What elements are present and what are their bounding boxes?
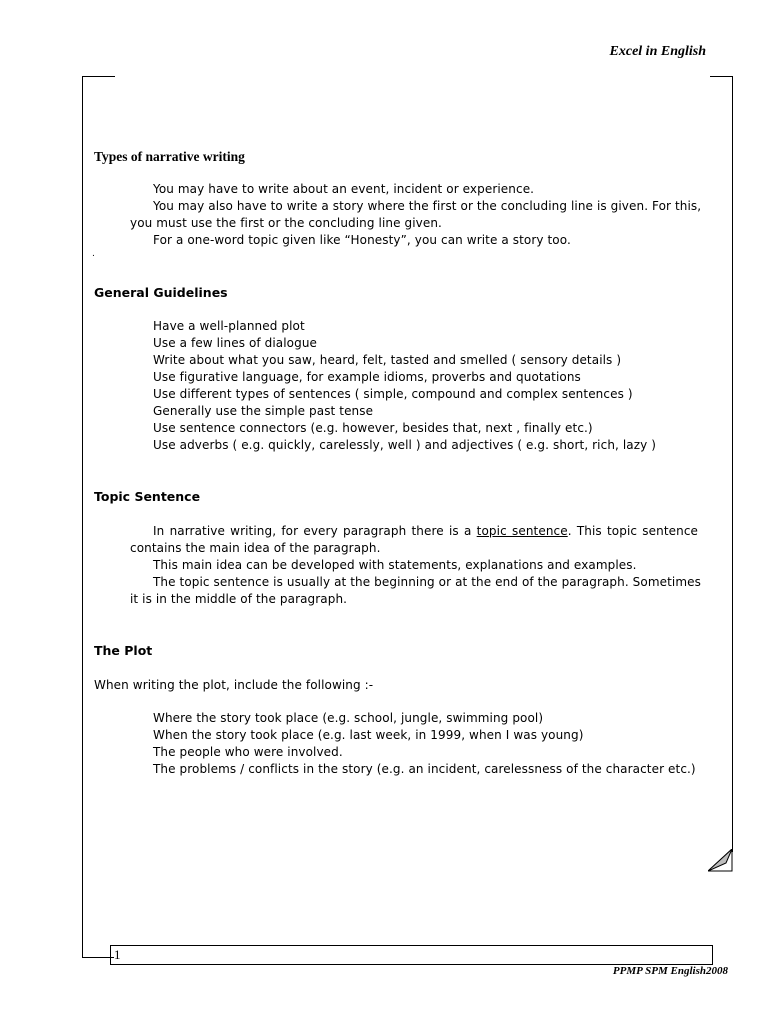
topic-line-1-post: . This topic sentence <box>567 524 699 538</box>
frame-right-border <box>732 76 733 852</box>
heading-the-plot: The Plot <box>94 643 153 658</box>
page-number: 1 <box>114 947 121 962</box>
topic-line-5: it is in the middle of the paragraph. <box>130 592 348 606</box>
guideline-item: Have a well-planned plot <box>153 319 305 333</box>
footer-title: PPMP SPM English2008 <box>612 965 728 977</box>
topic-sentence-underlined: topic sentence <box>476 524 568 538</box>
plot-intro: When writing the plot, include the following :- <box>94 678 374 692</box>
plot-item: When the story took place (e.g. last week, in 1999, when I was young) <box>153 728 584 742</box>
guideline-item: Use adverbs ( e.g. quickly, carelessly, well ) and adjectives ( e.g. short, rich, lazy ) <box>153 438 657 452</box>
guideline-item: Use a few lines of dialogue <box>153 336 318 350</box>
guideline-item: Use sentence connectors (e.g. however, besides that, next , finally etc.) <box>153 421 593 435</box>
frame-left-border <box>82 76 83 958</box>
topic-line-1-pre: In narrative writing, for every paragraph there is a <box>153 524 472 538</box>
stray-mark: . <box>92 249 95 259</box>
guideline-item: Use figurative language, for example idioms, proverbs and quotations <box>153 370 581 384</box>
guideline-item: Write about what you saw, heard, felt, tasted and smelled ( sensory details ) <box>153 353 622 367</box>
guideline-item: Use different types of sentences ( simple, compound and complex sentences ) <box>153 387 633 401</box>
frame-top-left-tick <box>82 76 115 77</box>
topic-line-2: contains the main idea of the paragraph. <box>130 541 381 555</box>
heading-types-of-narrative-writing: Types of narrative writing <box>94 149 245 164</box>
topic-line-3: This main idea can be developed with statements, explanations and examples. <box>153 558 637 572</box>
heading-topic-sentence: Topic Sentence <box>94 489 201 504</box>
heading-general-guidelines: General Guidelines <box>94 285 228 300</box>
types-line-2: You may also have to write a story where the first or the concluding line is given. For this, <box>153 199 702 213</box>
topic-line-4: The topic sentence is usually at the beginning or at the end of the paragraph. Sometimes <box>153 575 701 589</box>
topic-line-1 <box>153 524 698 538</box>
plot-item: Where the story took place (e.g. school, jungle, swimming pool) <box>153 711 544 725</box>
types-line-3: you must use the first or the concluding line given. <box>130 216 442 230</box>
page-curl-icon <box>708 849 735 874</box>
plot-item: The people who were involved. <box>153 745 343 759</box>
header-title: Excel in English <box>609 44 706 59</box>
plot-item: The problems / conflicts in the story (e.g. an incident, carelessness of the character etc.) <box>153 762 696 776</box>
types-line-1: You may have to write about an event, incident or experience. <box>153 182 535 196</box>
guideline-item: Generally use the simple past tense <box>153 404 374 418</box>
frame-top-right-tick <box>710 76 733 77</box>
page-number-box <box>110 945 713 965</box>
types-line-4: For a one-word topic given like “Honesty”, you can write a story too. <box>153 233 571 247</box>
